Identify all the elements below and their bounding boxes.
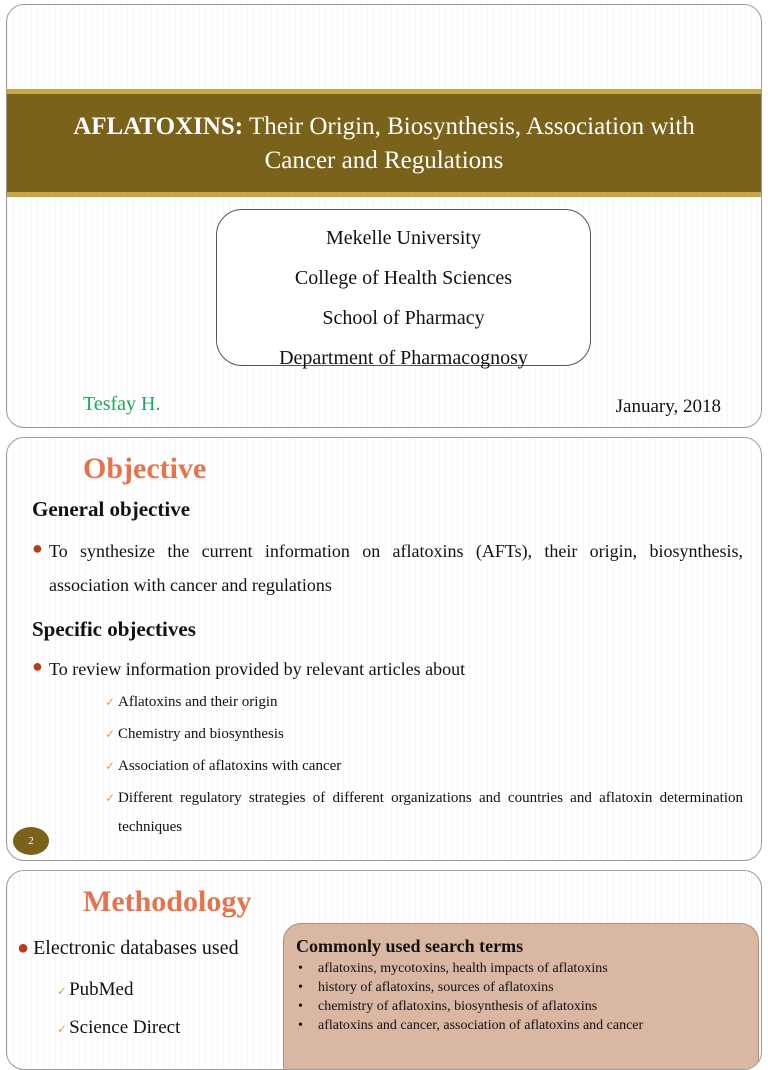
presentation-date: January, 2018 [615,396,721,417]
author-name: Tesfay H. [83,393,161,415]
specific-objectives-heading: Specific objectives [32,617,196,641]
affiliation-university: Mekelle University [326,227,481,249]
list-item-text: Different regulatory strategies of different organizations and countries and aflatoxin determination techniques [118,790,743,835]
database-name: Science Direct [69,1017,181,1038]
general-objective-bullet [32,534,743,602]
round-bullet-icon: • [298,1018,303,1033]
list-item-text: Association of aflatoxins with cancer [118,758,342,774]
slide-title: Methodology [83,885,252,918]
round-bullet-icon: • [298,999,303,1014]
search-term: history of aflatoxins, sources of aflatoxins [318,980,554,995]
methodology-slide [6,870,762,1070]
checkmark-icon: ✓ [57,984,68,998]
checkmark-icon: ✓ [105,759,116,773]
checkmark-icon: ✓ [105,791,116,805]
database-name: PubMed [69,979,134,1000]
round-bullet-icon: ● [17,937,30,959]
list-item [105,688,743,717]
affiliation-department: Department of Pharmacognosy [279,347,528,369]
search-terms-title: Commonly used search terms [296,936,524,956]
affiliation-box [216,209,591,369]
general-objective-heading: General objective [32,497,191,521]
round-bullet-icon: ● [32,538,43,558]
databases-label: Electronic databases used [33,937,239,959]
list-item [105,752,743,781]
checkmark-icon: ✓ [105,727,116,741]
title-rest-line1: Their Origin, Biosynthesis, Association with [248,113,695,140]
list-item [296,978,758,997]
list-item [105,784,743,842]
checkmark-icon: ✓ [105,695,116,709]
objective-slide [6,437,762,861]
list-item [57,1017,180,1039]
title-line2: Cancer and Regulations [264,147,504,174]
list-item [105,720,743,749]
list-item-text: Aflatoxins and their origin [118,694,278,710]
list-item [57,979,133,1001]
list-item [296,997,758,1016]
title-slide [6,4,762,428]
list-item [296,959,758,978]
affiliation-college: College of Health Sciences [294,267,513,289]
list-item [296,1016,758,1035]
search-term: aflatoxins and cancer, association of aflatoxins and cancer [318,1018,644,1033]
general-objective-text: To synthesize the current information on aflatoxins (AFTs), their origin, biosynthesis, association with cancer and regulations [49,541,743,595]
slide-title: Objective [83,452,207,485]
checkmark-icon: ✓ [57,1022,68,1036]
round-bullet-icon: ● [32,656,43,676]
databases-bullet [17,937,239,960]
search-term: chemistry of aflatoxins, biosynthesis of aflatoxins [318,999,598,1014]
search-term: aflatoxins, mycotoxins, health impacts of aflatoxins [318,961,608,976]
round-bullet-icon: • [298,980,303,995]
specific-objectives-bullet [32,652,743,686]
search-terms-box [283,923,759,1070]
title-bold: AFLATOXINS: [73,113,244,140]
title-band [7,89,761,197]
round-bullet-icon: • [298,961,303,976]
affiliation-school: School of Pharmacy [322,307,485,329]
list-item-text: Chemistry and biosynthesis [118,726,284,742]
specific-objectives-text: To review information provided by relevant articles about [49,659,466,679]
page-number-badge: 2 [13,827,49,855]
